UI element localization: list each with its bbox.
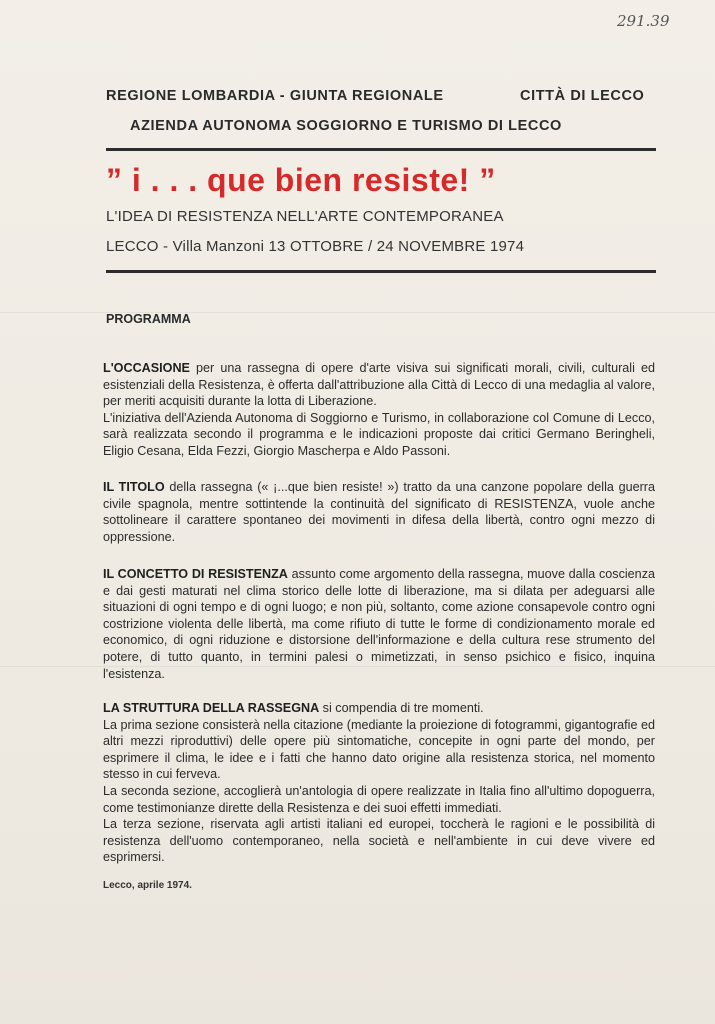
section-concetto: [103, 566, 655, 682]
program-heading: PROGRAMMA: [106, 312, 191, 326]
signoff: Lecco, aprile 1974.: [103, 880, 192, 891]
section-text: La terza sezione, riservata agli artisti italiani ed europei, toccherà le ragioni e le possibilità di resistenza dell'uomo contemporaneo, nella società e nell'ambiente in cui deve vivere ed esprimersi.: [103, 817, 655, 865]
bottom-rule: [106, 270, 656, 273]
section-titolo: [103, 479, 655, 545]
section-struttura: [103, 700, 655, 866]
section-lead: IL CONCETTO DI RESISTENZA: [103, 567, 288, 581]
section-lead: IL TITOLO: [103, 480, 165, 494]
section-lead: LA STRUTTURA DELLA RASSEGNA: [103, 701, 320, 715]
section-text: assunto come argomento della rassegna, muove dalla coscienza e dai gesti maturati nel clima storico delle lotte di liberazione, ma si dilata per adeguarsi alle situazioni di ogni tempo e di ogni luogo; e non più, soltanto, come azione consapevole contro ogni costrizione violenta delle libertà, ma come rifiuto di tutte le forme di condizionamento morale ed economico, di ogni riduzione e distorsione dell'informazione e della cultura rese strumento del potere, di tutto quanto, in termini palesi o mimetizzati, in senso psichico e fisico, inquina l'esistenza.: [103, 567, 655, 681]
section-lead: L'OCCASIONE: [103, 361, 190, 375]
section-text: della rassegna (« ¡...que bien resiste! ») tratto da una canzone popolare della guerra civile spagnola, mentre sottintende la continuità del significato di RESISTENZA, vuole anche sottolineare il carattere spontaneo dei movimenti in difesa della libertà, contro ogni mezzo di oppressione.: [103, 480, 656, 544]
header-city: CITTÀ DI LECCO: [520, 88, 645, 104]
exhibition-title: ” i . . . que bien resiste! ”: [106, 162, 496, 198]
section-text: L'iniziativa dell'Azienda Autonoma di Soggiorno e Turismo, in collaborazione col Comune di Lecco, sarà realizzata secondo il programma e le indicazioni proposte dai critici Germano Beringheli, Eligio Cesana, Elda Fezzi, Giorgio Mascherpa e Aldo Passoni.: [103, 410, 655, 458]
section-text: La prima sezione consisterà nella citazione (mediante la proiezione di fotogrammi, gigantografie ed altri mezzi riproduttivi) delle opere più sintomatiche, concepite in ogni parte del mondo, per esprimere il clima, le idee e i fatti che hanno dato origine alla resistenza storica, nel momento stesso in cui ferveva.: [103, 717, 655, 782]
section-text: si compendia di tre momenti.: [319, 701, 484, 715]
top-rule: [106, 148, 656, 151]
section-occasione: [103, 360, 655, 460]
exhibition-subtitle: L'IDEA DI RESISTENZA NELL'ARTE CONTEMPORANEA: [106, 208, 504, 225]
exhibition-dates: LECCO - Villa Manzoni 13 OTTOBRE / 24 NOVEMBRE 1974: [106, 238, 525, 255]
header-agency: AZIENDA AUTONOMA SOGGIORNO E TURISMO DI LECCO: [130, 118, 562, 134]
section-text: per una rassegna di opere d'arte visiva sui significati morali, civili, culturali ed esistenziali della Resistenza, è offerta dall'attribuzione alla Città di Lecco di una medaglia al valore, per meriti acquisiti durante la lotta di Liberazione.: [103, 361, 655, 409]
section-text: La seconda sezione, accoglierà un'antologia di opere realizzate in Italia fino all'ultimo dopoguerra, come testimonianze dirette della Resistenza e dei suoi effetti immediati.: [103, 783, 655, 815]
archive-number: 291.39: [617, 12, 670, 30]
header-region: REGIONE LOMBARDIA - GIUNTA REGIONALE: [106, 88, 444, 104]
